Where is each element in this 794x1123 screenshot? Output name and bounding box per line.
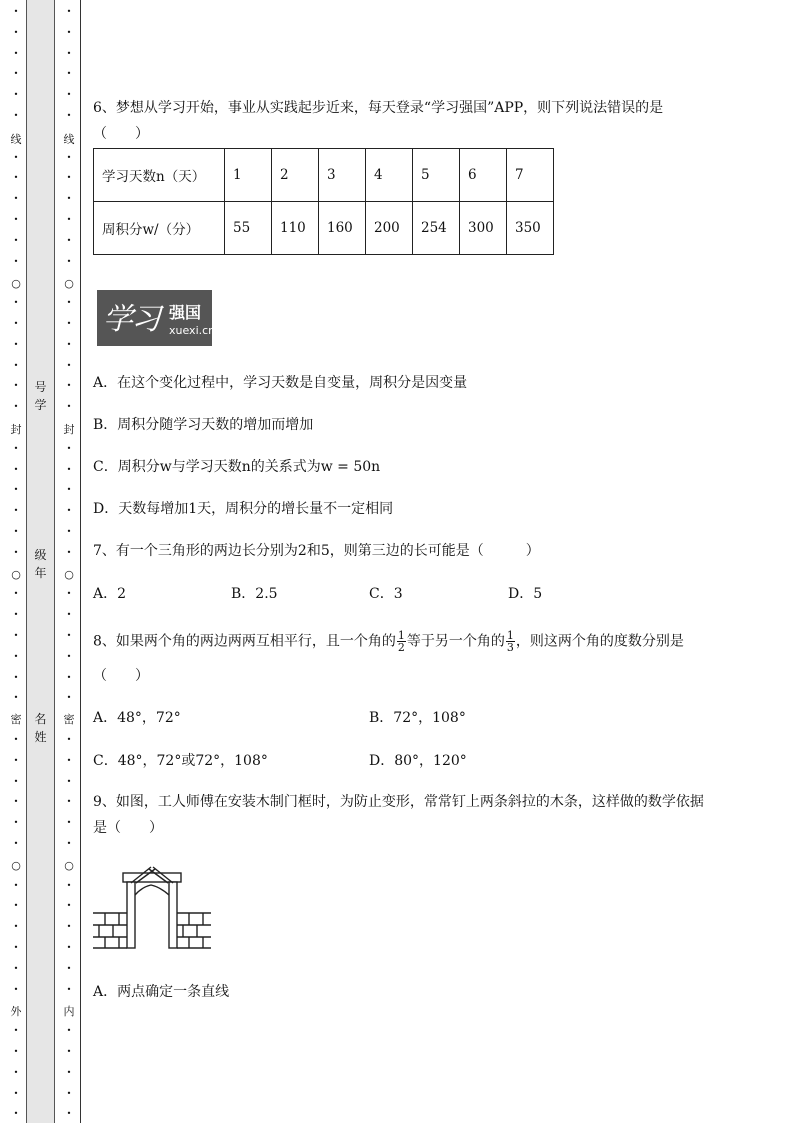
logo-en: xuexi.cn	[169, 324, 216, 337]
q7-option-d: D．5	[508, 586, 543, 602]
margin-dot: •	[13, 943, 19, 952]
margin-dot: •	[66, 443, 72, 453]
margin-dot: •	[13, 360, 19, 370]
q8-stem-c: ，则这两个角的度数分别是	[515, 633, 684, 650]
band-label: 级 年	[34, 548, 47, 580]
margin-dot: •	[66, 90, 72, 100]
margin-dot: •	[13, 506, 19, 516]
margin-dot: •	[13, 27, 19, 37]
margin-dot: •	[13, 922, 19, 932]
margin-mark: ○	[11, 277, 21, 290]
margin-dot: •	[13, 319, 19, 328]
q8-stem-a: 8、如果两个角的两边两两互相平行，且一个角的	[93, 633, 396, 650]
margin-dot: •	[13, 402, 19, 412]
margin-dot: •	[66, 402, 72, 412]
margin-dot: •	[66, 27, 72, 37]
margin-mark: ○	[11, 859, 21, 872]
table-row	[94, 149, 554, 202]
margin-dot: •	[66, 215, 72, 224]
q6-option-a: A．在这个变化过程中，学习天数是自变量，周积分是因变量	[93, 375, 468, 391]
margin-mark: 封	[63, 423, 75, 436]
margin-dot: •	[13, 755, 19, 765]
logo-script: 学习	[103, 302, 159, 337]
margin-dot: •	[13, 194, 19, 204]
table-cell: 200	[366, 202, 413, 255]
margin-dot: •	[66, 839, 72, 848]
margin-dot: •	[13, 631, 19, 640]
table-cell: 2	[272, 149, 319, 202]
margin-dot: •	[13, 7, 19, 16]
margin-dot: •	[13, 589, 19, 599]
table-cell: 7	[507, 149, 554, 202]
margin-dot: •	[66, 506, 72, 516]
margin-dot: •	[13, 485, 19, 495]
q6-option-d: D．天数每增加1天，周积分的增长量不一定相同	[93, 501, 394, 517]
row-label-days: 学习天数n（天）	[94, 149, 225, 202]
margin-dot: •	[66, 672, 72, 682]
binding-margin-right	[62, 0, 76, 1123]
margin-dot: •	[66, 69, 72, 79]
margin-dot: •	[13, 735, 19, 744]
student-info-band	[26, 0, 55, 1123]
margin-dot: •	[13, 1109, 19, 1119]
margin-dot: •	[13, 173, 19, 183]
table-cell: 110	[272, 202, 319, 255]
q8-stem-b: 等于另一个角的	[406, 633, 505, 650]
margin-dot: •	[66, 651, 72, 661]
margin-mark: 密	[63, 713, 75, 726]
q7-option-c: C．3	[369, 586, 403, 602]
margin-dot: •	[13, 111, 19, 120]
margin-dot: •	[13, 818, 19, 828]
q7-stem: 7、有一个三角形的两边长分别为2和5，则第三边的长可能是（ ）	[93, 543, 540, 559]
table-cell: 6	[460, 149, 507, 202]
q7-option-b: B．2.5	[231, 586, 278, 602]
table-cell: 5	[413, 149, 460, 202]
margin-dot: •	[66, 1047, 72, 1056]
q6-option-b: B．周积分随学习天数的增加而增加	[93, 417, 314, 433]
table-cell: 4	[366, 149, 413, 202]
band-label: 号 学	[34, 380, 47, 412]
q9-stem-line2: 是（ ）	[93, 820, 163, 836]
table-cell: 160	[319, 202, 366, 255]
margin-mark: 外	[10, 1005, 22, 1018]
margin-dot: •	[13, 215, 19, 224]
margin-dot: •	[13, 298, 19, 308]
margin-mark: 内	[63, 1005, 75, 1018]
margin-dot: •	[13, 693, 19, 703]
margin-dot: •	[66, 880, 72, 890]
margin-dot: •	[13, 901, 19, 911]
q6-table	[93, 148, 554, 255]
margin-dot: •	[66, 797, 72, 807]
margin-mark: ○	[64, 859, 74, 872]
margin-dot: •	[66, 7, 72, 16]
q6-option-c: C．周积分w与学习天数n的关系式为w = 50n	[93, 459, 381, 475]
margin-dot: •	[13, 381, 19, 391]
margin-dot: •	[13, 776, 19, 786]
margin-dot: •	[66, 339, 72, 349]
xuexi-logo	[97, 290, 216, 346]
fraction-half	[397, 630, 406, 653]
margin-dot: •	[13, 839, 19, 848]
margin-dot: •	[66, 984, 72, 994]
margin-dot: •	[13, 1088, 19, 1098]
margin-mark: ○	[64, 277, 74, 290]
margin-dot: •	[13, 1047, 19, 1056]
margin-mark: 线	[10, 133, 22, 146]
margin-dot: •	[66, 693, 72, 703]
margin-dot: •	[66, 235, 72, 245]
margin-dot: •	[66, 547, 72, 557]
margin-dot: •	[66, 485, 72, 495]
margin-mark: ○	[64, 568, 74, 581]
q8-paren: （ ）	[93, 668, 149, 684]
margin-dot: •	[13, 651, 19, 661]
margin-dot: •	[66, 111, 72, 120]
margin-dot: •	[13, 256, 19, 266]
binding-line	[80, 0, 81, 1123]
margin-dot: •	[66, 610, 72, 620]
margin-dot: •	[13, 547, 19, 557]
table-cell: 350	[507, 202, 554, 255]
margin-dot: •	[66, 1026, 72, 1036]
margin-dot: •	[66, 963, 72, 973]
margin-dot: •	[66, 776, 72, 786]
margin-dot: •	[13, 963, 19, 973]
margin-dot: •	[66, 319, 72, 328]
margin-dot: •	[13, 1026, 19, 1036]
band-label: 名 姓	[34, 712, 47, 744]
frac-num: 1	[506, 629, 514, 642]
margin-dot: •	[66, 922, 72, 932]
margin-dot: •	[66, 194, 72, 204]
margin-dot: •	[66, 589, 72, 599]
q6-paren: （ ）	[93, 126, 149, 142]
margin-dot: •	[13, 69, 19, 79]
margin-dot: •	[66, 818, 72, 828]
margin-dot: •	[13, 152, 19, 162]
margin-dot: •	[66, 48, 72, 58]
margin-dot: •	[13, 48, 19, 58]
frac-den: 3	[506, 641, 514, 654]
margin-dot: •	[66, 1109, 72, 1119]
margin-dot: •	[66, 901, 72, 911]
margin-dot: •	[13, 797, 19, 807]
door-frame-figure	[93, 865, 211, 950]
q9-option-a: A．两点确定一条直线	[93, 984, 230, 1000]
margin-dot: •	[66, 256, 72, 266]
table-cell: 254	[413, 202, 460, 255]
row-label-points: 周积分w/（分）	[94, 202, 225, 255]
margin-mark: 密	[10, 713, 22, 726]
table-cell: 3	[319, 149, 366, 202]
table-cell: 55	[225, 202, 272, 255]
q7-option-a: A．2	[93, 586, 127, 602]
q6-stem: 6、梦想从学习开始，事业从实践起步近来，每天登录“学习强国”APP，则下列说法错误的是	[93, 100, 664, 116]
margin-dot: •	[66, 527, 72, 536]
q8-stem	[93, 630, 684, 653]
margin-dot: •	[66, 152, 72, 162]
frac-den: 2	[397, 641, 405, 654]
binding-margin-left	[9, 0, 23, 1123]
table-cell: 1	[225, 149, 272, 202]
q8-option-c: C．48°，72°或72°，108°	[93, 753, 268, 769]
q9-stem-line1: 9、如图，工人师傅在安装木制门框时，为防止变形，常常钉上两条斜拉的木条，这样做的数学依据	[93, 794, 704, 810]
q8-option-d: D．80°，120°	[369, 753, 467, 769]
margin-dot: •	[13, 610, 19, 620]
q8-option-b: B．72°，108°	[369, 710, 466, 726]
table-cell: 300	[460, 202, 507, 255]
margin-dot: •	[66, 173, 72, 183]
margin-mark: 封	[10, 423, 22, 436]
margin-mark: 线	[63, 133, 75, 146]
margin-dot: •	[13, 90, 19, 100]
margin-dot: •	[13, 1067, 19, 1077]
table-row	[94, 202, 554, 255]
margin-dot: •	[13, 443, 19, 453]
margin-dot: •	[66, 1088, 72, 1098]
q8-option-a: A．48°，72°	[93, 710, 181, 726]
margin-dot: •	[66, 735, 72, 744]
margin-dot: •	[66, 755, 72, 765]
margin-mark: ○	[11, 568, 21, 581]
margin-dot: •	[66, 381, 72, 391]
margin-dot: •	[13, 464, 19, 474]
margin-dot: •	[13, 880, 19, 890]
margin-dot: •	[13, 527, 19, 536]
margin-dot: •	[66, 360, 72, 370]
margin-dot: •	[66, 1067, 72, 1077]
margin-dot: •	[66, 464, 72, 474]
margin-dot: •	[13, 672, 19, 682]
margin-dot: •	[13, 235, 19, 245]
margin-dot: •	[13, 339, 19, 349]
logo-cn: 强国	[169, 303, 202, 322]
margin-dot: •	[66, 631, 72, 640]
fraction-third	[506, 630, 515, 653]
margin-dot: •	[13, 984, 19, 994]
frac-num: 1	[397, 629, 405, 642]
margin-dot: •	[66, 943, 72, 952]
margin-dot: •	[66, 298, 72, 308]
